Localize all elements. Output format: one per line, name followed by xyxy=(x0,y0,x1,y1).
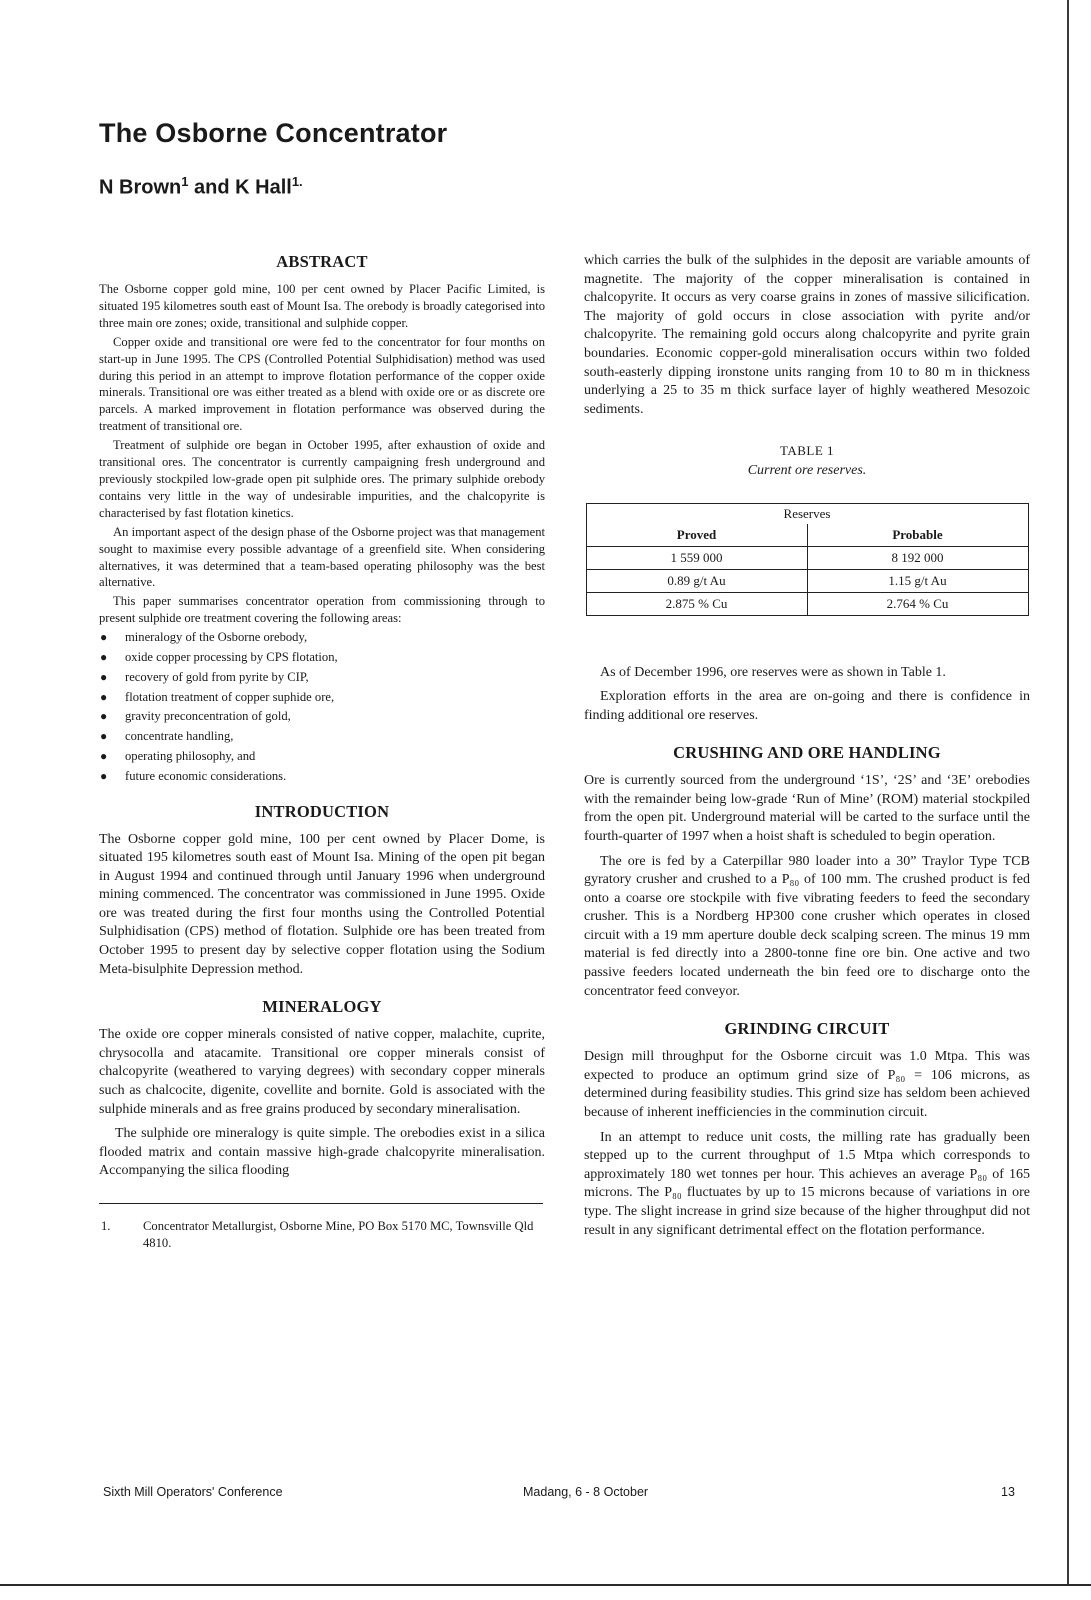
crushing-section xyxy=(584,743,1030,1001)
bullet-icon: ● xyxy=(100,669,108,684)
list-item-text: gravity preconcentration of gold, xyxy=(125,709,291,724)
list-item-text: operating philosophy, and xyxy=(125,748,256,763)
abstract-section xyxy=(99,252,545,787)
introduction-paragraph: The Osborne copper gold mine, 100 per cent owned by Placer Dome, is situated 195 kilometres south east of Mount Isa. Mining of the open pit began in August 1994 and continued through until January 1996 when underground mining commenced. The concentrator was commissioned in June 1995. Oxide ore was treated during the first four months using the Controlled Potential Sulphidisation (CPS) method of flotation. Sulphide ore has been treated from October 1995 to present day by selective copper flotation using the Sodium Meta-bisulphite Depression method. xyxy=(99,831,545,977)
list-item xyxy=(99,767,545,787)
table-column-header: Proved xyxy=(586,524,807,547)
list-item-text: flotation treatment of copper suphide ore, xyxy=(125,689,335,704)
table-cell: 1 559 000 xyxy=(586,547,807,570)
mineralogy-paragraph: The oxide ore copper minerals consisted of native copper, malachite, cuprite, chrysocolla and atacamite. Transitional ore copper minerals consist of chalcopyrite (weathered to varying degrees) with secondary copper minerals such as chalcocite, digenite, covellite and bornite. Gold is associated with the sulphide minerals and as free grains produced by secondary mineralisation. xyxy=(99,1027,545,1117)
paper-title: The Osborne Concentrator xyxy=(99,118,448,148)
footer-conference: Sixth Mill Operators' Conference xyxy=(103,1485,283,1499)
list-item xyxy=(99,688,545,708)
list-item xyxy=(99,648,545,668)
table-cell: 2.764 % Cu xyxy=(807,593,1028,616)
table-1-caption xyxy=(584,443,1030,479)
page-number: 13 xyxy=(1001,1485,1015,1499)
mineralogy-continued xyxy=(584,252,1030,419)
bullet-icon: ● xyxy=(100,649,108,664)
list-item xyxy=(99,727,545,747)
table-1-title: Current ore reserves. xyxy=(747,463,867,479)
bullet-icon: ● xyxy=(100,689,108,704)
grinding-paragraph: Design mill throughput for the Osborne circuit was 1.0 Mtpa. This was expected to produce an optimum grind size of P₈₀ = 106 microns, as determined during feasibility studies. This grind size has seldom been achieved because of inherent inefficiencies in the comminution circuit. xyxy=(584,1049,1030,1121)
crushing-paragraph: Ore is currently sourced from the underground ‘1S’, ‘2S’ and ‘3E’ orebodies with the remainder being low-grade ‘Run of Mine’ (ROM) material stockpiled from the open pit. Underground material will be carted to the surface until the fourth-quarter of 1997 when a hoist shaft is scheduled to begin operation. xyxy=(584,773,1030,844)
table-cell: 8 192 000 xyxy=(807,547,1028,570)
table-column-header: Probable xyxy=(807,524,1028,547)
abstract-paragraph: Copper oxide and transitional ore were fed to the concentrator for four months on start-up in June 1995. The CPS (Controlled Potential Sulphidisation) method was used during this period in an attempt to improve flotation performance of the copper oxide minerals. Transitional ore was either treated as a blend with oxide ore or as discrete ore parcels. A marked improvement in flotation performance was observed during the treatment of transitional ore. xyxy=(99,334,545,434)
author-1-mark: 1 xyxy=(181,174,189,189)
list-item xyxy=(99,747,545,767)
author-1: N Brown xyxy=(99,176,182,199)
paper-authors xyxy=(99,174,303,200)
author-2: and K Hall xyxy=(188,176,292,199)
table-row xyxy=(586,547,1028,570)
crushing-heading: CRUSHING AND ORE HANDLING xyxy=(673,743,941,763)
page-edge-right xyxy=(1067,0,1069,1585)
bullet-icon: ● xyxy=(100,709,108,724)
crushing-paragraph: The ore is fed by a Caterpillar 980 loader into a 30” Traylor Type TCB gyratory crusher and crushed to a P₈₀ of 100 mm. The crushed product is fed onto a coarse ore stockpile with five vibrating feeders to feed the secondary crusher. This is a Nordberg HP300 cone crusher which operates in closed circuit with a 19 mm aperture double deck scalping screen. The minus 19 mm material is fed directly into a 2800-tonne fine ore bin. One active and two passive feeders located underneath the bin feed ore to discharge onto the concentrator feed conveyor. xyxy=(584,853,1030,999)
bullet-icon: ● xyxy=(100,748,108,763)
mineralogy-section xyxy=(99,997,545,1181)
list-item-text: oxide copper processing by CPS flotation, xyxy=(125,649,338,664)
abstract-paragraph: Treatment of sulphide ore began in October 1995, after exhaustion of oxide and transitional ores. The concentrator is currently campaigning fresh underground and previously stockpiled low-grade open pit sulphide ores. The primary sulphide orebody contains very little in the way of undesirable impurities, and the chalcopyrite is characterised by fast flotation kinetics. xyxy=(99,438,545,520)
mineralogy-paragraph: The sulphide ore mineralogy is quite simple. The orebodies exist in a silica flooded matrix and contain massive high-grade chalcopyrite mineralisation. Accompanying the silica flooding xyxy=(99,1126,545,1179)
reserves-paragraph: Exploration efforts in the area are on-going and there is confidence in finding additional ore reserves. xyxy=(584,688,1030,723)
table-cell: 2.875 % Cu xyxy=(586,593,807,616)
list-item-text: mineralogy of the Osborne orebody, xyxy=(125,630,308,645)
footnote-number: 1. xyxy=(101,1219,111,1233)
abstract-paragraph: The Osborne copper gold mine, 100 per cent owned by Placer Pacific Limited, is situated 195 kilometres south east of Mount Isa. The orebody is broadly categorised into three main ore zones; oxide, transitional and sulphide copper. xyxy=(99,282,545,330)
list-item-text: concentrate handling, xyxy=(125,729,234,744)
footnote-text: Concentrator Metallurgist, Osborne Mine, PO Box 5170 MC, Townsville Qld 4810. xyxy=(143,1219,534,1250)
abstract-heading: ABSTRACT xyxy=(276,252,368,271)
reserves-text xyxy=(584,664,1030,725)
list-item xyxy=(99,707,545,727)
bullet-icon: ● xyxy=(100,729,108,744)
mineralogy-paragraph-continued: which carries the bulk of the sulphides in the deposit are variable amounts of magnetite. The majority of the copper mineralisation is contained in chalcopyrite. It occurs as very coarse grains in zones of massive silicification. The majority of gold occurs in close association with pyrite and/or chalcopyrite. The remaining gold occurs along chalcopyrite and pyrite grain boundaries. Economic copper-gold mineralisation occurs within two folded south-easterly dipping ironstone units ranging from 10 to 80 m in thickness underlying a 25 to 35 m thick surface layer of highly weathered Mesozoic sediments. xyxy=(584,253,1030,417)
abstract-paragraph: An important aspect of the design phase of the Osborne project was that management sought to maximise every possible advantage of a greenfield site. When considering alternatives, it was determined that a team-based operating philosophy was the best alternative. xyxy=(99,524,545,590)
grinding-heading: GRINDING CIRCUIT xyxy=(724,1019,890,1039)
reserves-paragraph: As of December 1996, ore reserves were as shown in Table 1. xyxy=(600,665,946,681)
mineralogy-heading: MINERALOGY xyxy=(262,997,382,1017)
footer-location: Madang, 6 - 8 October xyxy=(523,1485,649,1499)
table-row xyxy=(586,570,1028,593)
bullet-icon: ● xyxy=(100,768,108,783)
bullet-icon: ● xyxy=(100,630,108,645)
right-column xyxy=(584,252,1030,1240)
table-cell: 0.89 g/t Au xyxy=(586,570,807,593)
footnote xyxy=(99,1218,545,1252)
table-1-label: TABLE 1 xyxy=(779,443,835,459)
reserves-table xyxy=(586,503,1029,616)
abstract-paragraph: This paper summarises concentrator operation from commissioning through to present sulphide ore treatment covering the following areas: xyxy=(99,594,545,626)
footnote-divider xyxy=(99,1203,543,1204)
abstract-bullet-list xyxy=(99,628,545,786)
grinding-paragraph: In an attempt to reduce unit costs, the milling rate has gradually been stepped up to the current throughput of 1.5 Mtpa which corresponds to approximately 180 wet tonnes per hour. This achieves an average P₈₀ of 165 microns. The P₈₀ fluctuates by up to 15 microns because of variations in ore type. The slight increase in grind size because of the higher throughput did not result in any significant detrimental effect on the flotation performance. xyxy=(584,1129,1030,1238)
introduction-heading: INTRODUCTION xyxy=(254,801,390,821)
table-row xyxy=(586,593,1028,616)
author-2-mark: 1. xyxy=(291,174,303,189)
table-group-header: Reserves xyxy=(586,504,1028,525)
introduction-section xyxy=(99,802,545,980)
footnote-section xyxy=(99,1203,545,1252)
list-item xyxy=(99,668,545,688)
list-item xyxy=(99,628,545,648)
list-item-text: recovery of gold from pyrite by CIP, xyxy=(125,669,309,684)
list-item-text: future economic considerations. xyxy=(125,768,287,783)
grinding-section xyxy=(584,1019,1030,1240)
left-column xyxy=(99,252,545,1252)
table-cell: 1.15 g/t Au xyxy=(807,570,1028,593)
page-edge-bottom xyxy=(0,1584,1091,1586)
